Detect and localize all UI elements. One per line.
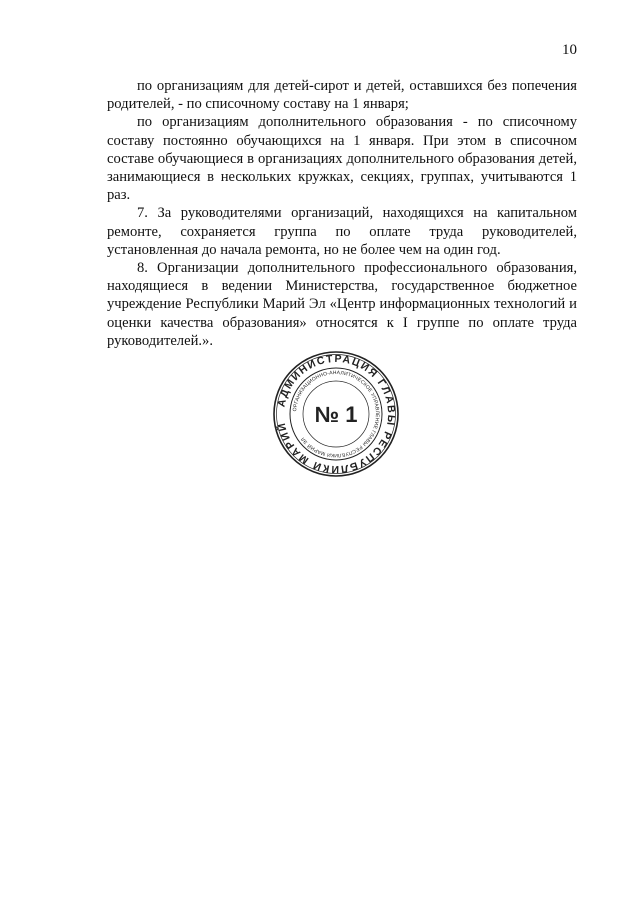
page-number: 10	[562, 42, 577, 58]
paragraph-orphans: по организациям для детей-сирот и детей, оставшихся без попечения родителей, - по списочному составу на 1 января;	[107, 78, 577, 113]
paragraph-item-8: 8. Организации дополнительного профессионального образования, находящиеся в ведении Министерства, государственное бюджетное учреждение Республики Марий Эл «Центр информационных технологий и оценки качества образования» относятся к I группе по оплате труда руководителей.».	[107, 260, 577, 349]
paragraph-item-7: 7. За руководителями организаций, находящихся на капитальном ремонте, сохраняется группа по оплате труда руководителей, установленная до начала ремонта, но не более чем на один год.	[107, 205, 577, 258]
stamp-inner-text: ОРГАНИЗАЦИОННО-АНАЛИТИЧЕСКОЕ УПРАВЛЕНИЕ ГЛАВЫ РЕСПУБЛИКИ МАРИЙ ЭЛ	[292, 369, 381, 459]
stamp-outer-text: АДМИНИСТРАЦИЯ ГЛАВЫ РЕСПУБЛИКИ МАРИЙ	[275, 352, 398, 476]
official-stamp	[272, 350, 400, 478]
stamp-center-text: № 1	[314, 402, 358, 427]
paragraph-additional-education: по организациям дополнительного образования - по списочному составу постоянно обучающихся на 1 января. При этом в списочном составе обучающиеся в организациях дополнительного образования детей, занимающиеся в нескольких кружках, секциях, группах, учитываются 1 раз.	[107, 114, 577, 204]
document-body	[107, 77, 577, 350]
stamp-seal-icon	[272, 350, 400, 478]
